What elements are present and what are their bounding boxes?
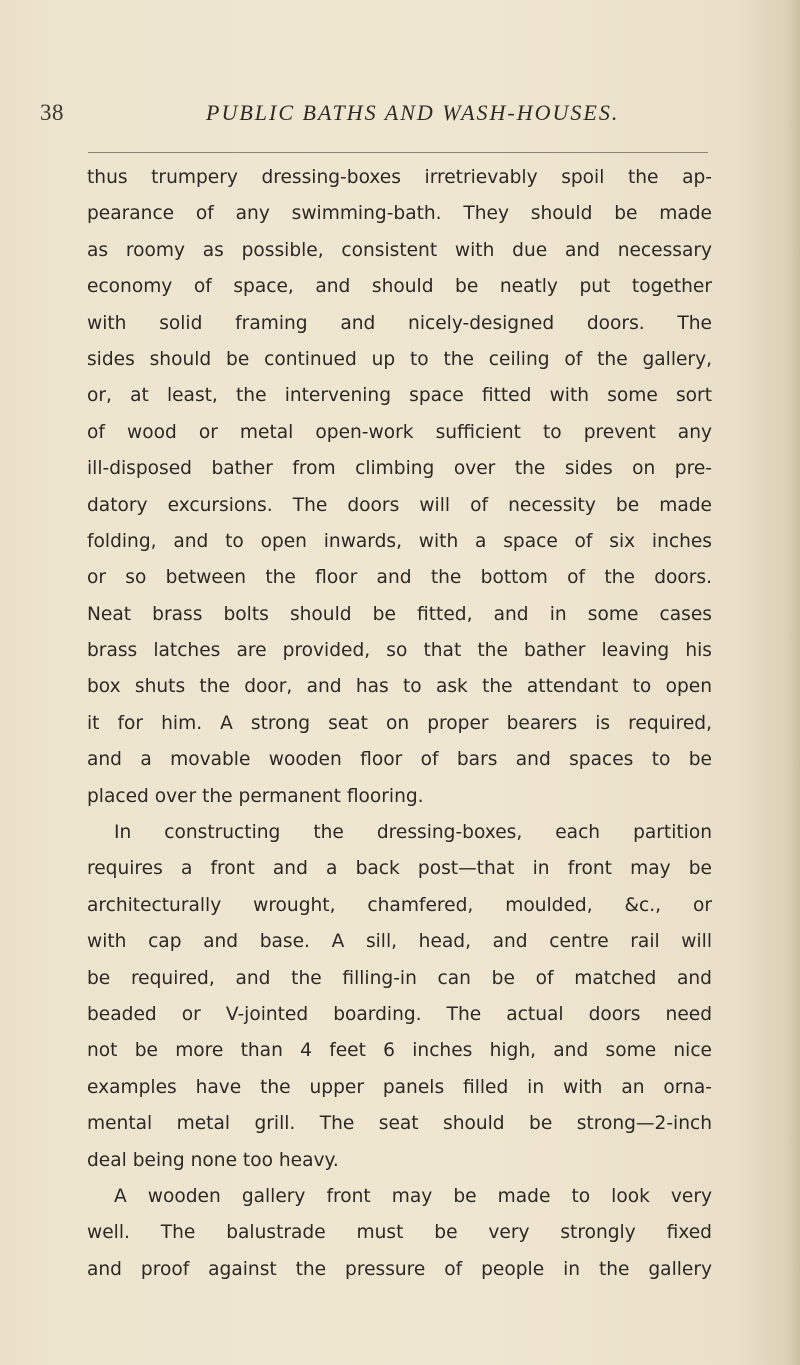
text-line: thus trumpery dressing-boxes irretrievably spoil the ap- <box>87 167 712 188</box>
text-line: with cap and base. A sill, head, and centre rail will <box>87 931 712 953</box>
page-number: 38 <box>40 100 64 125</box>
text-line: and a movable wooden floor of bars and spaces to be <box>87 749 712 771</box>
text-line: placed over the permanent flooring. <box>87 785 424 807</box>
text-line: well. The balustrade must be very strongly fixed <box>87 1222 712 1244</box>
text-line: datory excursions. The doors will of necessity be made <box>87 494 712 516</box>
text-line: architecturally wrought, chamfered, moulded, &c., or <box>87 894 712 916</box>
header-rule <box>88 152 708 153</box>
page-edge-shadow <box>786 0 800 1365</box>
text-line: be required, and the filling-in can be of matched and <box>87 967 712 989</box>
running-title: PUBLIC BATHS AND WASH-HOUSES. <box>206 100 620 125</box>
text-line: not be more than 4 feet 6 inches high, and some nice <box>87 1040 712 1062</box>
text-line: Neat brass bolts should be fitted, and in some cases <box>87 603 712 625</box>
text-line: beaded or V-jointed boarding. The actual doors need <box>87 1003 712 1025</box>
running-head <box>40 100 720 136</box>
text-line: brass latches are provided, so that the bather leaving his <box>87 640 712 662</box>
text-line: deal being none too heavy. <box>87 1149 339 1171</box>
text-line: pearance of any swimming-bath. They should be made <box>87 203 712 225</box>
body-text <box>87 160 712 1288</box>
text-line: of wood or metal open-work sufficient to prevent any <box>87 421 712 443</box>
text-line: sides should be continued up to the ceiling of the gallery, <box>87 348 712 370</box>
text-line: or, at least, the intervening space fitted with some sort <box>87 385 712 407</box>
text-line: folding, and to open inwards, with a space of six inches <box>87 530 712 552</box>
text-line: with solid framing and nicely-designed doors. The <box>87 312 712 334</box>
text-line: or so between the floor and the bottom of the doors. <box>87 567 712 589</box>
text-line: A wooden gallery front may be made to look very <box>114 1185 712 1207</box>
text-line: and proof against the pressure of people in the gallery <box>87 1258 712 1280</box>
text-line: as roomy as possible, consistent with due and necessary <box>87 239 712 261</box>
text-line: ill-disposed bather from climbing over the sides on pre- <box>87 458 712 480</box>
text-line: requires a front and a back post—that in front may be <box>87 858 712 880</box>
text-line: it for him. A strong seat on proper bearers is required, <box>87 712 712 734</box>
text-line: economy of space, and should be neatly put together <box>87 276 712 298</box>
text-line: In constructing the dressing-boxes, each partition <box>114 822 712 844</box>
text-line: mental metal grill. The seat should be strong—2-inch <box>87 1113 712 1135</box>
text-line: box shuts the door, and has to ask the attendant to open <box>87 676 712 698</box>
text-line: examples have the upper panels filled in with an orna- <box>87 1076 712 1098</box>
